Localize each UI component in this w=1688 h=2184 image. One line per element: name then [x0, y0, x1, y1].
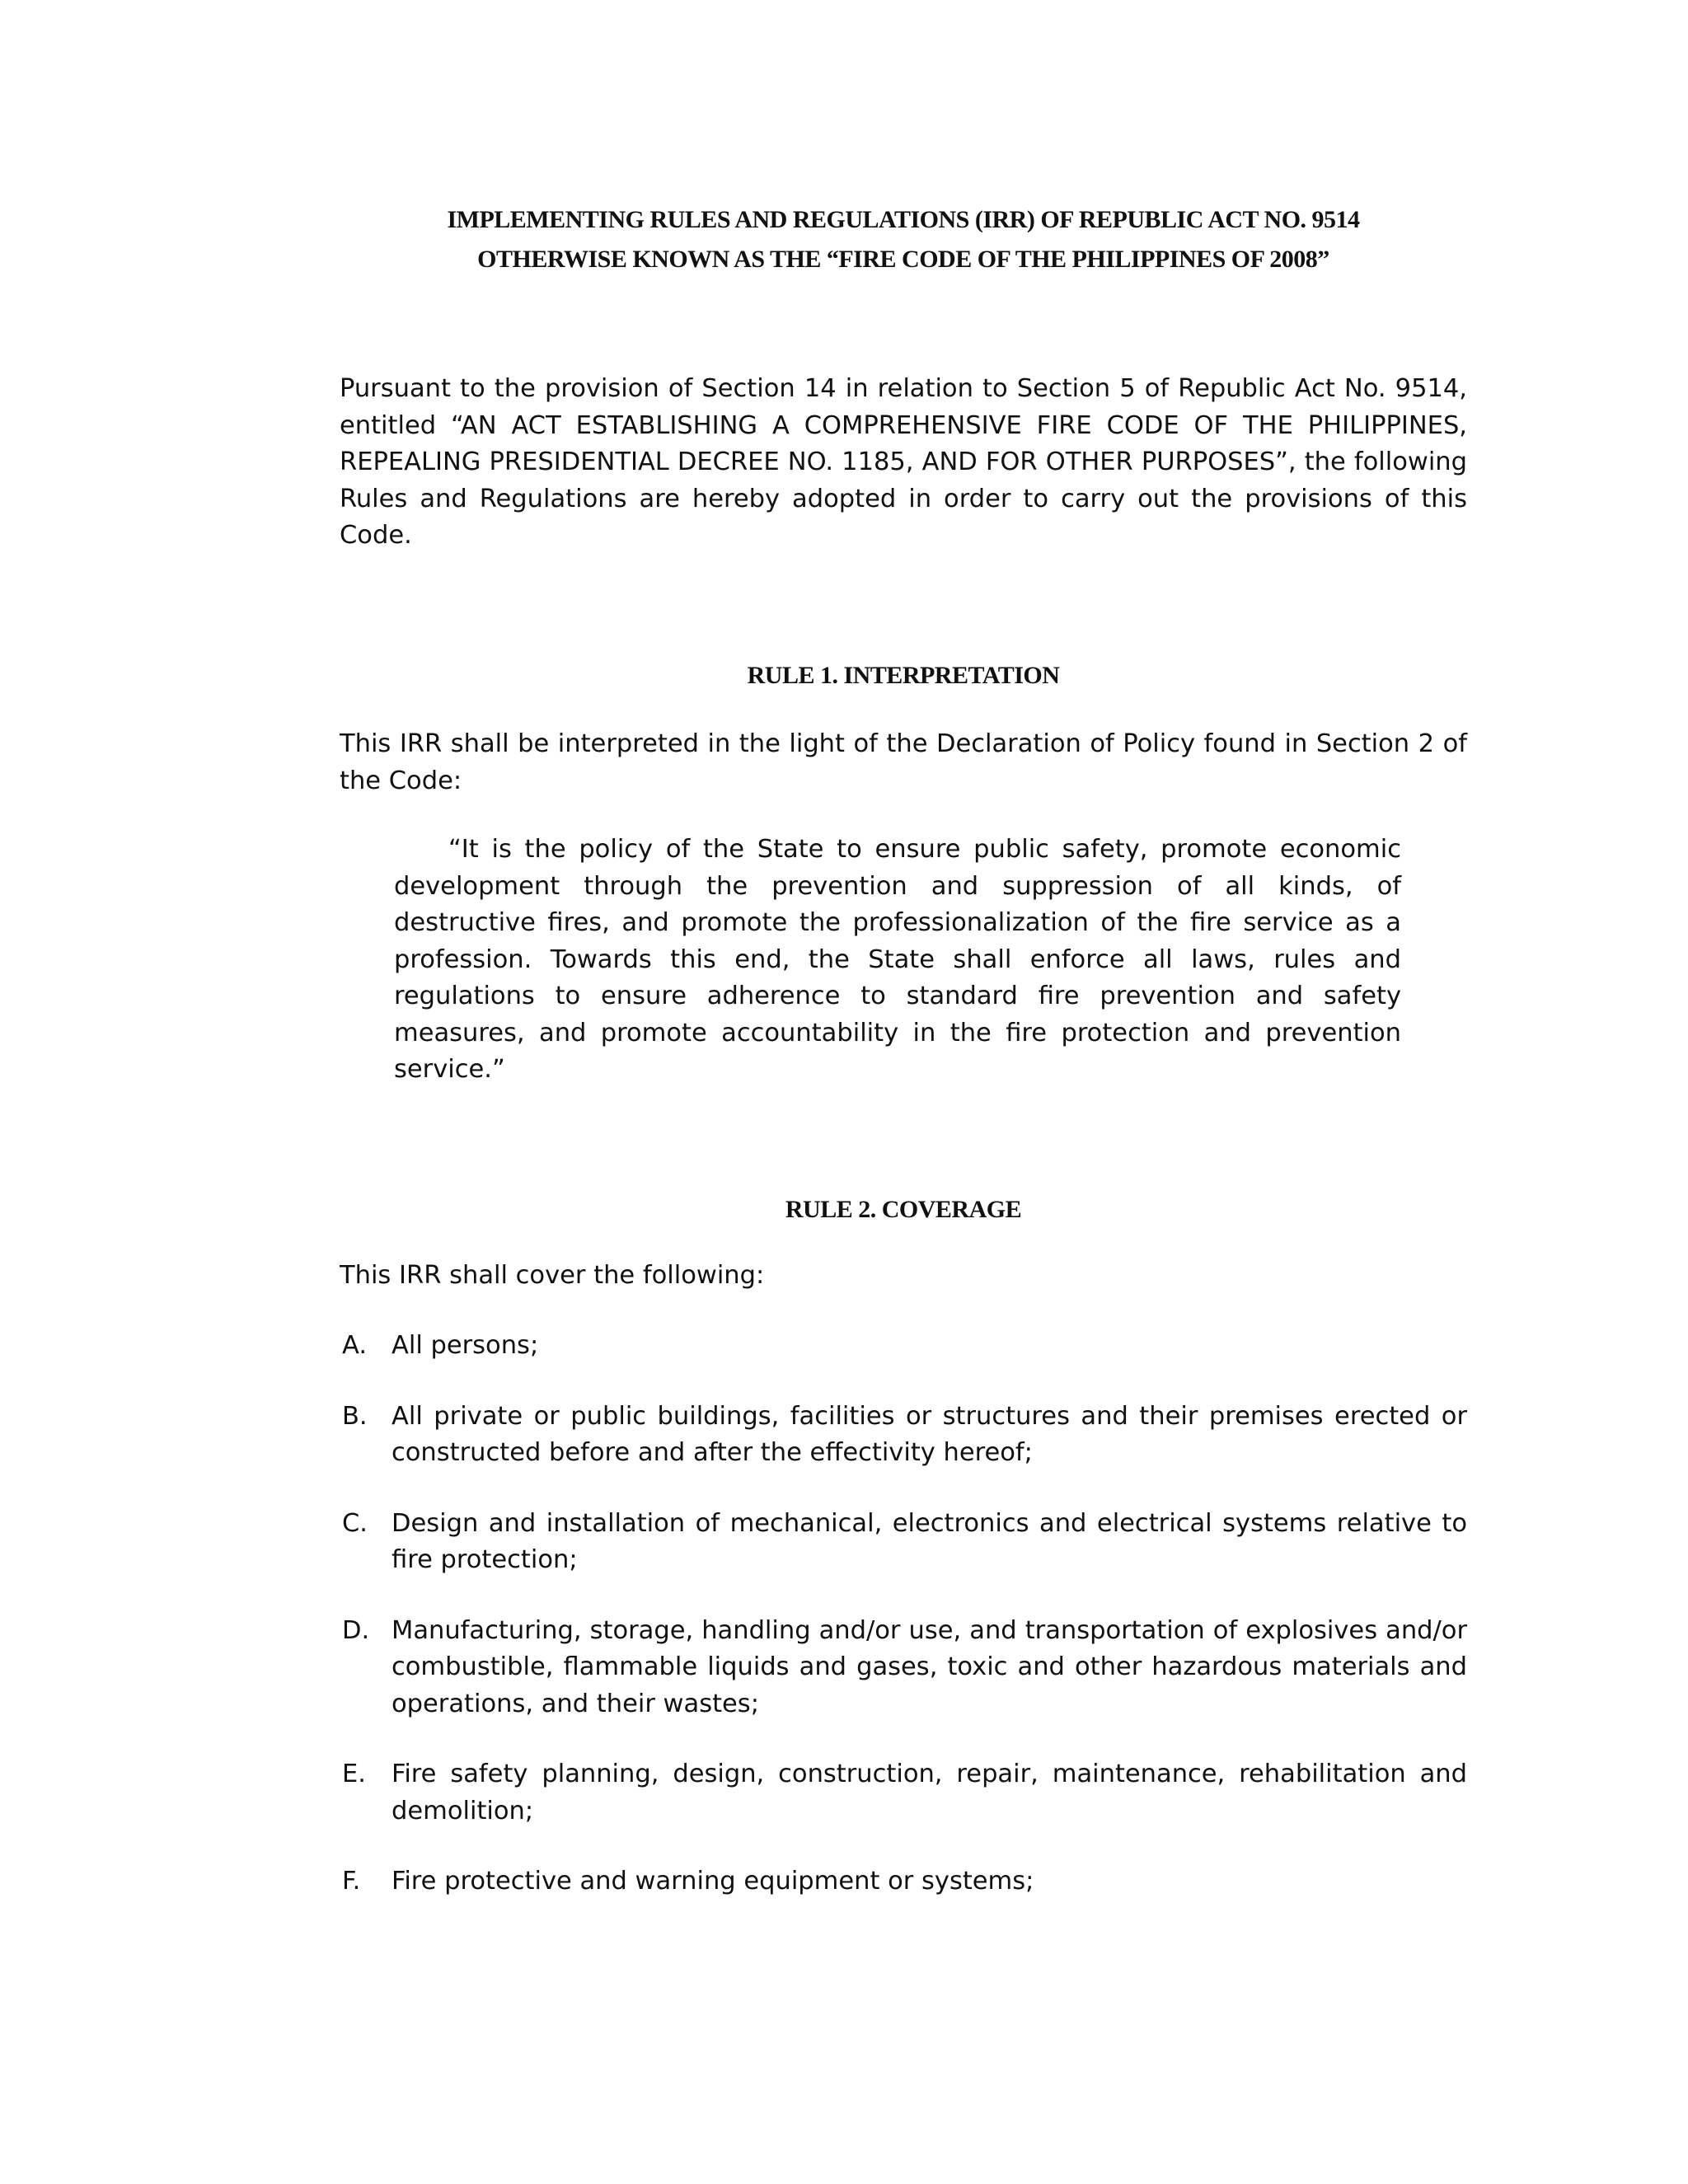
list-item-text: Design and installation of mechanical, electronics and electrical systems relative to fire protection;	[392, 1508, 1467, 1574]
rule-1-paragraph: This IRR shall be interpreted in the light of the Declaration of Policy found in Section 2 of the Code:	[340, 729, 1467, 795]
rule-1-heading: RULE 1. INTERPRETATION	[747, 662, 1060, 689]
list-item-letter: E.	[342, 1760, 366, 1788]
document-title-line-2: OTHERWISE KNOWN AS THE “FIRE CODE OF THE PHILIPPINES OF 2008”	[477, 246, 1329, 273]
list-item	[340, 1863, 1467, 1900]
document-title	[340, 200, 1467, 279]
list-item	[340, 1506, 1467, 1579]
list-item-letter: A.	[342, 1331, 368, 1360]
list-item-text: All private or public buildings, facilities or structures and their premises erected or constructed before and after the effectivity hereof;	[392, 1401, 1467, 1467]
list-item-letter: D.	[342, 1615, 370, 1645]
list-item-text: Manufacturing, storage, handling and/or use, and transportation of explosives and/or combustible, flammable liquids and gases, toxic and other hazardous materials and operations, and their wastes;	[392, 1615, 1467, 1718]
list-item	[340, 1399, 1467, 1472]
rule-2-heading: RULE 2. COVERAGE	[785, 1196, 1022, 1223]
policy-quote: “It is the policy of the State to ensure public safety, promote economic development through the prevention and suppression of all kinds, of destructive fires, and promote the professionalization of the fire service as a profession. Towards this end, the State shall enforce all laws, rules and regulations to ensure adherence to standard fire prevention and safety measures, and promote accountability in the fire protection and prevention service.”	[394, 835, 1401, 1084]
coverage-list	[340, 1328, 1467, 1934]
list-item-text: All persons;	[392, 1331, 539, 1360]
intro-paragraph: Pursuant to the provision of Section 14 in relation to Section 5 of Republic Act No. 9514, entitled “AN ACT ESTABLISHING A COMPREHENSIVE FIRE CODE OF THE PHILIPPINES, REPEALING PRESIDENTIAL DECREE NO. 1185, AND FOR OTHER PURPOSES”, the following Rules and Regulations are hereby adopted in order to carry out the provisions of this Code.	[340, 374, 1467, 550]
rule-2-paragraph: This IRR shall cover the following:	[340, 1261, 765, 1290]
list-item	[340, 1756, 1467, 1830]
list-item-letter: C.	[342, 1508, 368, 1538]
list-item-text: Fire safety planning, design, construction, repair, maintenance, rehabilitation and demolition;	[392, 1760, 1467, 1825]
list-item-letter: F.	[342, 1867, 361, 1896]
list-item-letter: B.	[342, 1401, 368, 1431]
document-page	[340, 0, 1467, 2184]
list-item	[340, 1328, 1467, 1365]
document-title-line-1: IMPLEMENTING RULES AND REGULATIONS (IRR) OF REPUBLIC ACT NO. 9514	[447, 206, 1360, 233]
list-item-text: Fire protective and warning equipment or systems;	[392, 1867, 1034, 1896]
list-item	[340, 1613, 1467, 1723]
